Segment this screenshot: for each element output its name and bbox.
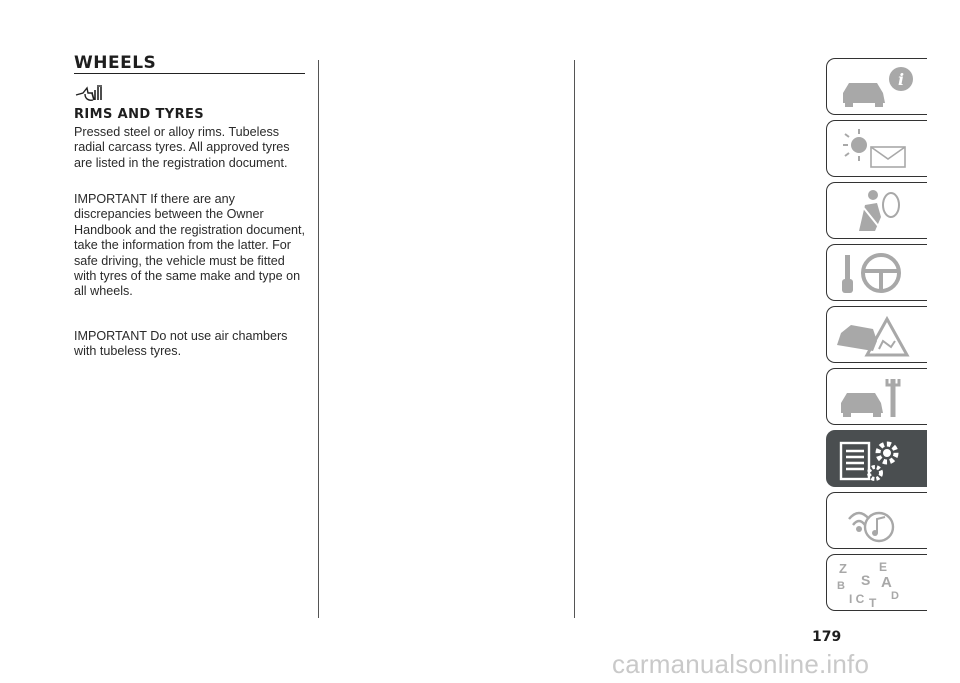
tab-starting-driving[interactable] [826, 244, 927, 301]
svg-text:I C: I C [849, 592, 865, 606]
tab-emergency[interactable] [826, 306, 927, 363]
tab-multimedia[interactable] [826, 492, 927, 549]
key-steering-wheel-icon [835, 249, 921, 299]
multimedia-music-icon [835, 497, 921, 547]
paragraph-rims: Pressed steel or alloy rims. Tubeless radial carcass tyres. All approved tyres are listed in the registration document. [74, 125, 290, 170]
tab-safety[interactable] [826, 182, 927, 239]
svg-text:T: T [869, 596, 877, 609]
hand-pointing-icon [75, 84, 109, 102]
subsection-title: RIMS AND TYRES [74, 107, 205, 122]
column-divider [318, 60, 319, 618]
tab-technical-specifications[interactable] [826, 430, 927, 487]
svg-text:S: S [861, 572, 871, 588]
paragraph-important-air-chambers: IMPORTANT Do not use air chambers with tubeless tyres. [74, 329, 288, 359]
alphabetical-index-icon [835, 559, 921, 609]
svg-text:A: A [881, 574, 892, 591]
svg-text:D: D [891, 590, 899, 602]
tab-lights-messages[interactable] [826, 120, 927, 177]
seatbelt-airbag-icon [835, 187, 921, 237]
column-divider [574, 60, 575, 618]
svg-text:i: i [898, 70, 905, 89]
car-info-icon [835, 63, 921, 113]
page-number: 179 [812, 629, 842, 645]
tab-index[interactable] [826, 554, 927, 611]
specs-gears-icon [835, 435, 921, 485]
lights-message-icon [835, 125, 921, 175]
car-warning-triangle-icon [835, 311, 921, 361]
tab-maintenance[interactable] [826, 368, 927, 425]
car-wrench-icon [835, 373, 921, 423]
paragraph-important-discrepancies: IMPORTANT If there are any discrepancies between the Owner Handbook and the registration document, take the information from the latter. For safe driving, the vehicle must be fitted with tyres of the same make and type on all wheels. [74, 192, 306, 299]
watermark: carmanualsonline.info [612, 649, 870, 679]
title-rule [74, 73, 305, 74]
svg-text:Z: Z [839, 561, 847, 576]
section-title: WHEELS [74, 53, 157, 73]
svg-text:B: B [837, 580, 845, 592]
left-column [74, 52, 306, 74]
svg-text:E: E [879, 560, 888, 574]
tab-car-info[interactable] [826, 58, 927, 115]
